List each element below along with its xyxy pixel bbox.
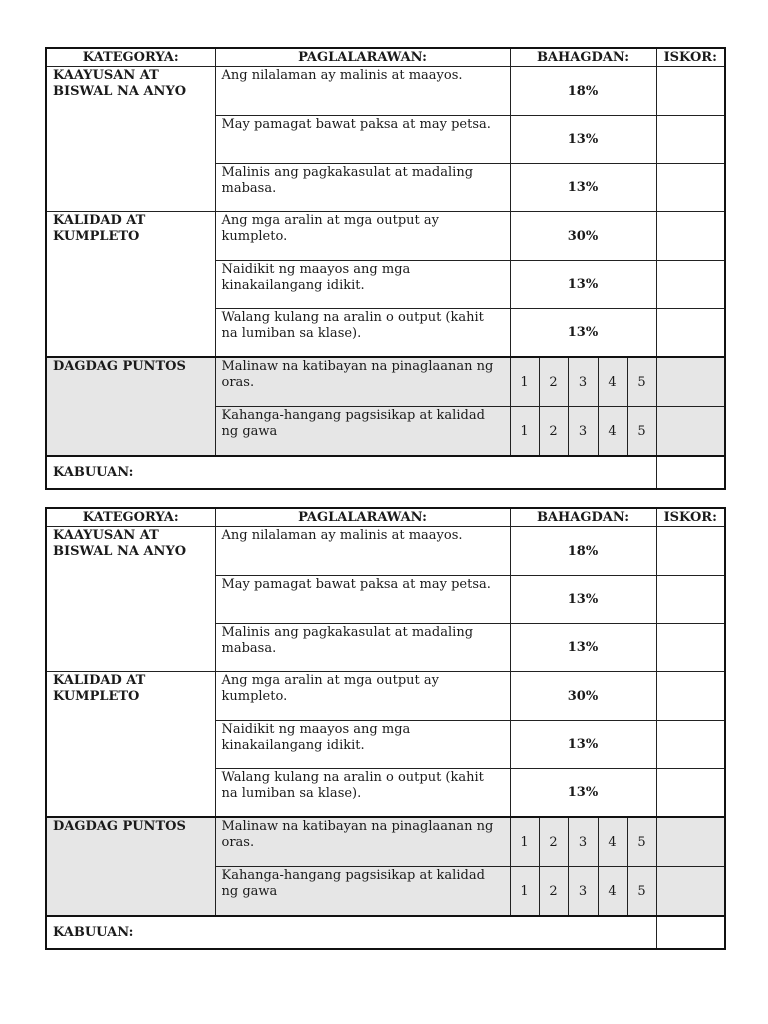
scale-option[interactable]: 4 — [598, 817, 627, 867]
rubric-table-2 — [45, 507, 724, 950]
bonus-description: Malinaw na katibayan na pinaglaanan ng oras. — [215, 357, 510, 407]
scale-option[interactable]: 2 — [539, 357, 568, 407]
scale-option[interactable]: 1 — [510, 867, 539, 917]
header-category: KATEGORYA: — [46, 508, 215, 527]
category-cell: KAAYUSAN AT BISWAL NA ANYO — [46, 527, 215, 672]
criterion-description: Ang nilalaman ay malinis at maayos. — [215, 527, 510, 576]
rubric-grid — [45, 507, 726, 950]
header-category: KATEGORYA: — [46, 48, 215, 67]
criterion-percentage: 30% — [510, 672, 656, 721]
criterion-description: Ang mga aralin at mga output ay kumpleto. — [215, 212, 510, 261]
criterion-description: Malinis ang pagkakasulat at madaling mabasa. — [215, 624, 510, 672]
criterion-percentage: 13% — [510, 261, 656, 309]
criterion-description: Walang kulang na aralin o output (kahit na lumiban sa klase). — [215, 309, 510, 358]
scale-option[interactable]: 5 — [627, 357, 656, 407]
total-label: KABUUAN: — [46, 916, 656, 949]
criterion-description: Naidikit ng maayos ang mga kinakailangang idikit. — [215, 721, 510, 769]
criterion-description: Naidikit ng maayos ang mga kinakailangang idikit. — [215, 261, 510, 309]
criterion-percentage: 13% — [510, 624, 656, 672]
category-cell: KAAYUSAN AT BISWAL NA ANYO — [46, 67, 215, 212]
scale-option[interactable]: 5 — [627, 817, 656, 867]
header-score: ISKOR: — [656, 48, 725, 67]
scale-option[interactable]: 1 — [510, 407, 539, 457]
criterion-description: Walang kulang na aralin o output (kahit na lumiban sa klase). — [215, 769, 510, 818]
criterion-percentage: 18% — [510, 67, 656, 116]
score-cell[interactable] — [656, 576, 725, 624]
score-cell[interactable] — [656, 116, 725, 164]
criterion-percentage: 13% — [510, 116, 656, 164]
score-cell[interactable] — [656, 817, 725, 867]
header-score: ISKOR: — [656, 508, 725, 527]
score-cell[interactable] — [656, 867, 725, 917]
scale-option[interactable]: 2 — [539, 817, 568, 867]
bonus-category-cell: DAGDAG PUNTOS — [46, 357, 215, 456]
criterion-description: May pamagat bawat paksa at may petsa. — [215, 116, 510, 164]
score-cell[interactable] — [656, 407, 725, 457]
category-cell: KALIDAD AT KUMPLETO — [46, 212, 215, 358]
total-score-cell[interactable] — [656, 456, 725, 489]
score-cell[interactable] — [656, 67, 725, 116]
bonus-description: Kahanga-hangang pagsisikap at kalidad ng gawa — [215, 407, 510, 457]
score-cell[interactable] — [656, 261, 725, 309]
header-percentage: BAHAGDAN: — [510, 508, 656, 527]
rubric-grid — [45, 47, 726, 490]
scale-option[interactable]: 4 — [598, 407, 627, 457]
category-cell: KALIDAD AT KUMPLETO — [46, 672, 215, 818]
header-description: PAGLALARAWAN: — [215, 508, 510, 527]
scale-option[interactable]: 2 — [539, 867, 568, 917]
score-cell[interactable] — [656, 769, 725, 818]
criterion-percentage: 13% — [510, 309, 656, 358]
scale-option[interactable]: 5 — [627, 867, 656, 917]
bonus-description: Kahanga-hangang pagsisikap at kalidad ng gawa — [215, 867, 510, 917]
score-cell[interactable] — [656, 164, 725, 212]
criterion-description: Malinis ang pagkakasulat at madaling mabasa. — [215, 164, 510, 212]
scale-option[interactable]: 2 — [539, 407, 568, 457]
scale-option[interactable]: 3 — [568, 407, 598, 457]
score-cell[interactable] — [656, 357, 725, 407]
scale-option[interactable]: 1 — [510, 357, 539, 407]
score-cell[interactable] — [656, 309, 725, 358]
scale-option[interactable]: 3 — [568, 357, 598, 407]
criterion-description: Ang nilalaman ay malinis at maayos. — [215, 67, 510, 116]
criterion-description: May pamagat bawat paksa at may petsa. — [215, 576, 510, 624]
criterion-percentage: 30% — [510, 212, 656, 261]
scale-option[interactable]: 4 — [598, 867, 627, 917]
score-cell[interactable] — [656, 672, 725, 721]
header-description: PAGLALARAWAN: — [215, 48, 510, 67]
rubric-table-1 — [45, 47, 724, 490]
header-percentage: BAHAGDAN: — [510, 48, 656, 67]
scale-option[interactable]: 3 — [568, 867, 598, 917]
criterion-percentage: 13% — [510, 721, 656, 769]
bonus-category-cell: DAGDAG PUNTOS — [46, 817, 215, 916]
score-cell[interactable] — [656, 212, 725, 261]
criterion-percentage: 13% — [510, 769, 656, 818]
score-cell[interactable] — [656, 721, 725, 769]
scale-option[interactable]: 3 — [568, 817, 598, 867]
scale-option[interactable]: 4 — [598, 357, 627, 407]
total-label: KABUUAN: — [46, 456, 656, 489]
total-score-cell[interactable] — [656, 916, 725, 949]
bonus-description: Malinaw na katibayan na pinaglaanan ng oras. — [215, 817, 510, 867]
score-cell[interactable] — [656, 527, 725, 576]
criterion-percentage: 13% — [510, 576, 656, 624]
criterion-percentage: 18% — [510, 527, 656, 576]
criterion-percentage: 13% — [510, 164, 656, 212]
scale-option[interactable]: 1 — [510, 817, 539, 867]
scale-option[interactable]: 5 — [627, 407, 656, 457]
criterion-description: Ang mga aralin at mga output ay kumpleto. — [215, 672, 510, 721]
score-cell[interactable] — [656, 624, 725, 672]
